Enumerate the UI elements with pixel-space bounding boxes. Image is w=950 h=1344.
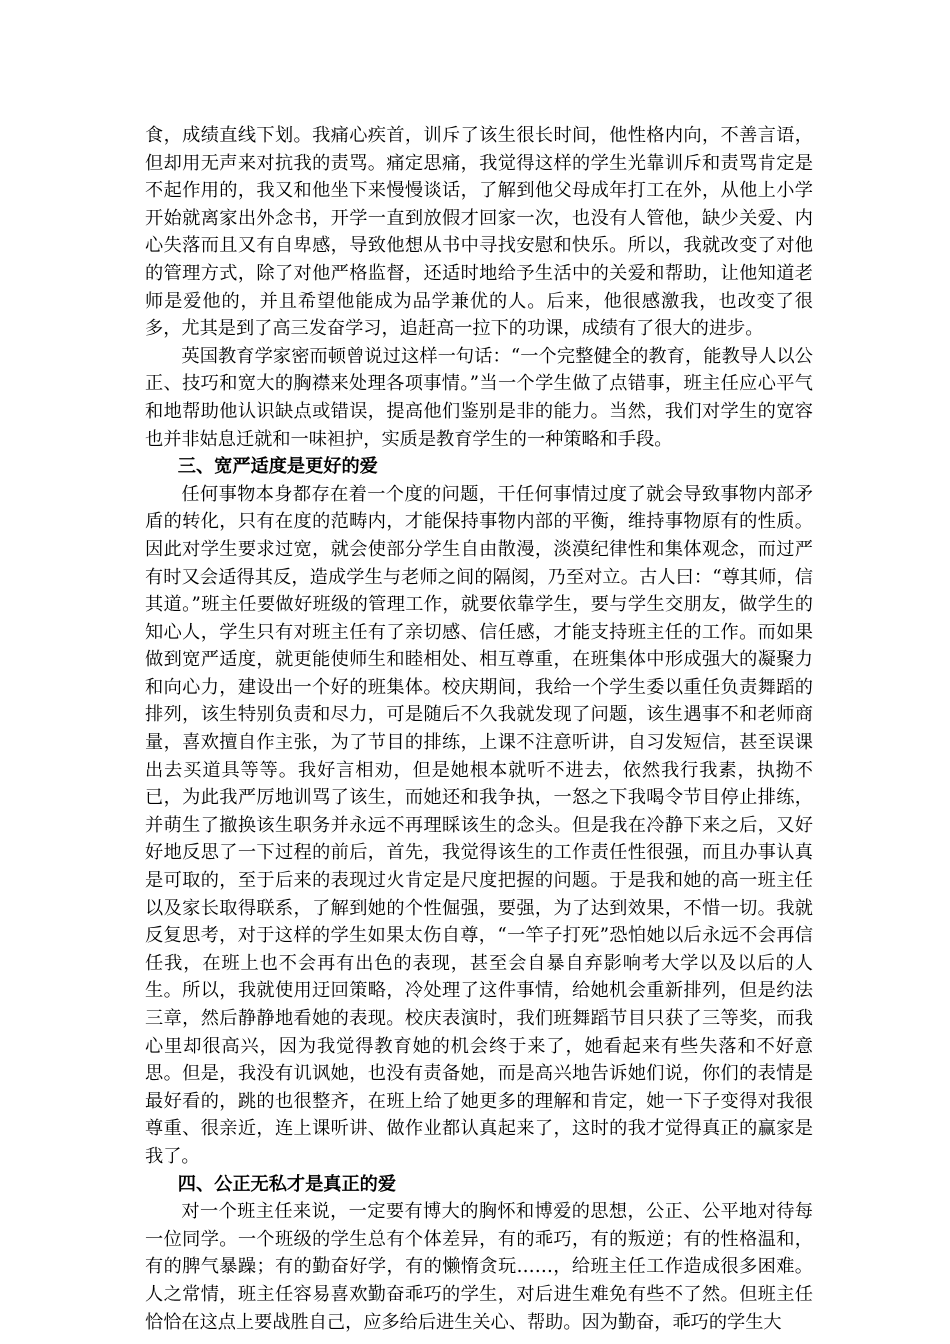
- document-page: [145, 122, 813, 1336]
- paragraph-continuation: 食，成绩直线下划。我痛心疾首，训斥了该生很长时间，他性格内向，不善言语，但却用无声来对抗我的责骂。痛定思痛，我觉得这样的学生光靠训斥和责骂肯定是不起作用的，我又和他坐下来慢慢谈话，了解到他父母成年打工在外，从他上小学开始就离家出外念书，开学一直到放假才回家一次，也没有人管他，缺少关爱、内心失落而且又有自卑感，导致他想从书中寻找安慰和快乐。所以，我就改变了对他的管理方式，除了对他严格监督，还适时地给予生活中的关爱和帮助，让他知道老师是爱他的，并且希望他能成为品学兼优的人。后来，他很感激我，也改变了很多，尤其是到了高三发奋学习，追赶高一拉下的功课，成绩有了很大的进步。: [145, 125, 813, 340]
- section-heading-3: 三、宽严适度是更好的爱: [177, 456, 378, 478]
- paragraph-quote-milton: 英国教育学家密而顿曾说过这样一句话：“一个完整健全的教育，能教导人以公正、技巧和宽大的胸襟来处理各项事情。”当一个学生做了点错事，班主任应心平气和地帮助他认识缺点或错误，提高他们鉴别是非的能力。当然，我们对学生的宽容也并非姑息迁就和一味袒护，实质是教育学生的一种策略和手段。: [145, 345, 813, 450]
- paragraph-section-4-body: 对一个班主任来说，一定要有博大的胸怀和博爱的思想，公正、公平地对待每一位同学。一个班级的学生总有个体差异，有的乖巧，有的叛逆；有的性格温和，有的脾气暴躁；有的勤奋好学，有的懒惰贪玩……，给班主任工作造成很多困难。人之常情，班主任容易喜欢勤奋乖巧的学生，对后进生难免有些不了然。但班主任恰恰在这点上要战胜自己，应多给后进生关心、帮助。因为勤奋，乖巧的学生大: [145, 1201, 813, 1333]
- section-heading-4: 四、公正无私才是真正的爱: [177, 1173, 397, 1195]
- paragraph-section-3-body: 任何事物本身都存在着一个度的问题，干任何事情过度了就会导致事物内部矛盾的转化，只有在度的范畴内，才能保持事物内部的平衡，维持事物原有的性质。因此对学生要求过宽，就会使部分学生自由散漫，淡漠纪律性和集体观念，而过严有时又会适得其反，造成学生与老师之间的隔阂，乃至对立。古人曰：“尊其师，信其道。”班主任要做好班级的管理工作，就要依靠学生，要与学生交朋友，做学生的知心人，学生只有对班主任有了亲切感、信任感，才能支持班主任的工作。而如果做到宽严适度，就更能使师生和睦相处、相互尊重，在班集体中形成强大的凝聚力和向心力，建设出一个好的班集体。校庆期间，我给一个学生委以重任负责舞蹈的排列，该生特别负责和尽力，可是随后不久我就发现了问题，该生遇事不和老师商量，喜欢擅自作主张，为了节目的排练，上课不注意听讲，自习发短信，甚至误课出去买道具等等。我好言相劝，但是她根本就听不进去，依然我行我素，执拗不已，为此我严厉地训骂了该生，而她还和我争执，一怒之下我喝令节目停止排练，并萌生了撤换该生职务并永远不再理睬该生的念头。但是我在冷静下来之后，又好好地反思了一下过程的前后，首先，我觉得该生的工作责任性很强，而且办事认真是可取的，至于后来的表现过火肯定是尺度把握的问题。于是我和她的高一班主任以及家长取得联系，了解到她的个性倔强，要强，为了达到效果，不惜一切。我就反复思考，对于这样的学生如果太伤自尊，“一竿子打死”恐怕她以后永远不会再信任我，在班上也不会再有出色的表现，甚至会自暴自弃影响考大学以及以后的人生。所以，我就使用迂回策略，冷处理了这件事情，给她机会重新排列，但是约法三章，然后静静地看她的表现。校庆表演时，我们班舞蹈节目只获了三等奖，而我心里却很高兴，因为我觉得教育她的机会终于来了，她看起来有些失落和不好意思。但是，我没有讥讽她，也没有责备她，而是高兴地告诉她们说，你们的表情是最好看的，跳的也很整齐，在班上给了她更多的理解和肯定，她一下子变得对我很尊重、很亲近，连上课听讲、做作业都认真起来了，这时的我才觉得真正的赢家是我了。: [145, 483, 813, 1167]
